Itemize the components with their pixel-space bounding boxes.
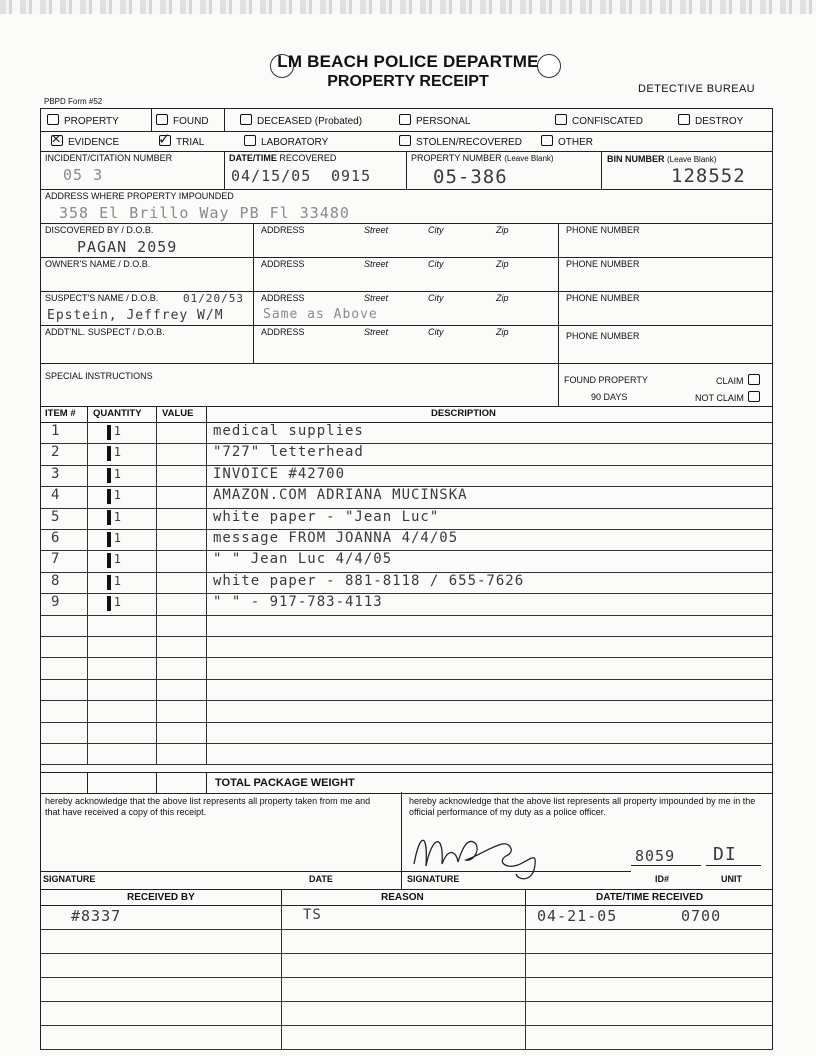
item-number[interactable]: 7	[51, 551, 61, 568]
item-number[interactable]: 5	[51, 508, 61, 525]
suspect-address-value[interactable]: Same as Above	[263, 307, 378, 322]
item-quantity[interactable]: 1	[107, 510, 122, 526]
department-title: LM BEACH POLICE DEPARTME	[277, 52, 539, 71]
property-number-label: PROPERTY NUMBER (Leave Blank)	[411, 153, 554, 163]
received-header-row: RECEIVED BY REASON DATE/TIME RECEIVED	[41, 889, 772, 906]
checkbox-found[interactable]: FOUND	[156, 114, 209, 127]
received-row	[41, 1001, 772, 1026]
item-row	[41, 679, 772, 701]
item-description[interactable]: medical supplies	[213, 423, 364, 439]
item-row	[41, 615, 772, 637]
item-quantity[interactable]: 1	[107, 574, 122, 590]
bureau-label: DETECTIVE BUREAU	[638, 83, 756, 95]
redaction-mark	[107, 425, 111, 440]
item-description[interactable]: white paper - "Jean Luc"	[213, 508, 440, 525]
party-row-suspect: SUSPECT'S NAME / D.O.B. 01/20/53 Epstein, Jeffrey W/M ADDRESS Street City Zip Same as Above PHONE NUMBER	[41, 291, 772, 326]
checkbox-personal[interactable]: PERSONAL	[399, 114, 470, 127]
ack-left-text: hereby acknowledge that the above list represents all property taken from me and that have received a copy of this receipt.	[45, 796, 371, 817]
item-row	[41, 465, 772, 487]
checkbox-trial[interactable]: ✓ TRIAL	[159, 135, 204, 148]
item-row	[41, 743, 772, 765]
bin-number-label: BIN NUMBER (Leave Blank)	[607, 154, 717, 164]
form-number: PBPD Form #52	[44, 97, 103, 106]
reason-value[interactable]: TS	[303, 907, 322, 923]
address-impounded-label: ADDRESS WHERE PROPERTY IMPOUNDED	[45, 191, 234, 201]
special-instructions-label: SPECIAL INSTRUCTIONS	[45, 371, 153, 381]
checkbox-icon	[240, 114, 252, 125]
item-row	[41, 443, 772, 465]
received-row	[41, 953, 772, 978]
items-header-row: ITEM # QUANTITY VALUE DESCRIPTION	[41, 406, 772, 423]
bin-number-value[interactable]: 128552	[671, 165, 746, 187]
item-description[interactable]: "727" letterhead	[213, 444, 364, 461]
party-row-additional-suspect: ADDT'NL. SUSPECT / D.O.B. ADDRESS Street City Zip PHONE NUMBER	[41, 325, 772, 364]
item-number[interactable]: 9	[51, 594, 61, 611]
checkbox-icon	[399, 135, 411, 146]
item-description[interactable]: " " Jean Luc 4/4/05	[213, 551, 393, 568]
suspect-dob-value[interactable]: 01/20/53	[183, 292, 244, 305]
item-quantity[interactable]: 1	[107, 595, 122, 611]
checkbox-icon	[678, 114, 690, 125]
item-number[interactable]: 8	[51, 572, 61, 589]
item-quantity[interactable]: 1	[107, 424, 122, 440]
checkbox-row-2	[41, 131, 772, 152]
redaction-mark	[107, 489, 111, 504]
item-quantity[interactable]: 1	[107, 531, 122, 547]
item-row	[41, 422, 772, 444]
checkbox-icon	[541, 135, 553, 146]
item-number[interactable]: 6	[51, 530, 61, 546]
item-description[interactable]: " " - 917-783-4113	[213, 594, 383, 611]
address-impounded-row	[41, 189, 772, 224]
checkbox-checked-icon	[159, 135, 171, 146]
date-received-value[interactable]: 04-21-05	[537, 907, 618, 925]
discovered-by-value[interactable]: PAGAN 2059	[77, 238, 178, 256]
checkbox-icon	[47, 114, 59, 125]
checkbox-property[interactable]: PROPERTY	[47, 114, 119, 127]
total-weight-label: TOTAL PACKAGE WEIGHT	[215, 777, 355, 789]
item-description[interactable]: INVOICE #42700	[213, 465, 346, 482]
checkbox-icon	[156, 114, 168, 125]
suspect-name-value[interactable]: Epstein, Jeffrey W/M	[47, 308, 224, 323]
checkbox-icon	[748, 391, 760, 402]
received-by-value[interactable]: #8337	[71, 907, 122, 925]
item-quantity[interactable]: 1	[107, 552, 122, 568]
item-quantity[interactable]: 1	[107, 445, 122, 461]
checkbox-confiscated[interactable]: CONFISCATED	[555, 114, 643, 127]
incident-label: INCIDENT/CITATION NUMBER	[45, 153, 173, 163]
received-row	[41, 905, 772, 930]
incident-value[interactable]: 05 3	[63, 166, 104, 184]
time-received-value[interactable]: 0700	[681, 907, 722, 925]
item-row	[41, 593, 772, 615]
item-row	[41, 572, 772, 594]
checkbox-icon	[244, 135, 256, 146]
redaction-mark	[107, 532, 111, 547]
checkbox-checked-icon	[51, 135, 63, 146]
checkbox-laboratory[interactable]: LABORATORY	[244, 135, 328, 148]
form-title: PROPERTY RECEIPT	[327, 73, 489, 90]
incident-row	[41, 151, 772, 190]
item-row	[41, 636, 772, 658]
item-number[interactable]: 3	[51, 465, 61, 482]
received-row	[41, 1025, 772, 1050]
item-row	[41, 550, 772, 572]
acknowledgement-row: hereby acknowledge that the above list represents all property taken from me and that have received a copy of this receipt. hereby acknowledge that the above list represents all property impounded by me in the official performance of my duty as a police officer. SIGNATURE DATE SIGNATURE 8059 ID# DI UNIT	[41, 792, 772, 890]
property-number-value[interactable]: 05-386	[433, 166, 508, 188]
item-description[interactable]: white paper - 881-8118 / 655-7626	[213, 572, 525, 589]
item-row	[41, 657, 772, 679]
checkbox-evidence[interactable]: ✕EVIDENCE	[51, 135, 119, 148]
item-number[interactable]: 2	[51, 444, 61, 461]
redaction-mark	[107, 553, 111, 568]
checkbox-destroy[interactable]: DESTROY	[678, 114, 743, 127]
total-weight-row	[41, 772, 772, 794]
date-recovered-label: DATE/TIME RECOVERED	[229, 153, 337, 163]
date-recovered-value[interactable]: 04/15/05	[231, 167, 312, 185]
item-description[interactable]: message FROM JOANNA 4/4/05	[213, 530, 459, 546]
scan-artifact	[0, 0, 816, 14]
time-recovered-value[interactable]: 0915	[331, 167, 372, 185]
item-row	[41, 722, 772, 744]
checkbox-stolen[interactable]: STOLEN/RECOVERED	[399, 135, 522, 148]
redaction-mark	[107, 575, 111, 590]
party-row-owner: OWNER'S NAME / D.O.B. ADDRESS Street City Zip PHONE NUMBER	[41, 257, 772, 292]
property-receipt-form	[40, 108, 773, 1050]
ack-right-text: hereby acknowledge that the above list represents all property impounded by me in the official performance of my duty as a police officer.	[409, 796, 756, 817]
address-impounded-value[interactable]: 358 El Brillo Way PB Fl 33480	[59, 204, 350, 222]
redaction-mark	[107, 596, 111, 611]
received-row	[41, 977, 772, 1002]
checkbox-other[interactable]: OTHER	[541, 135, 593, 148]
checkbox-icon	[399, 114, 411, 125]
item-quantity[interactable]: 1	[107, 488, 122, 504]
party-row-discovered: DISCOVERED BY / D.O.B. PAGAN 2059 ADDRESS Street City Zip PHONE NUMBER	[41, 223, 772, 258]
item-description[interactable]: AMAZON.COM ADRIANA MUCINSKA	[213, 487, 468, 504]
not-claim-checkbox[interactable]: NOT CLAIM	[695, 391, 760, 403]
item-row	[41, 529, 772, 551]
claim-checkbox[interactable]: CLAIM	[716, 374, 760, 386]
item-number[interactable]: 4	[51, 487, 61, 504]
checkbox-row-1	[41, 109, 772, 132]
item-row	[41, 700, 772, 722]
officer-unit-value[interactable]: DI	[713, 844, 737, 865]
item-number[interactable]: 1	[51, 423, 61, 439]
special-instructions-row: SPECIAL INSTRUCTIONS FOUND PROPERTY 90 DAYS CLAIM NOT CLAIM	[41, 363, 772, 407]
checkbox-deceased[interactable]: DECEASED (Probated)	[240, 114, 362, 127]
item-quantity[interactable]: 1	[107, 467, 122, 483]
officer-id-value[interactable]: 8059	[635, 847, 676, 865]
item-row	[41, 486, 772, 508]
redaction-mark	[107, 510, 111, 525]
item-row	[41, 508, 772, 530]
received-row	[41, 929, 772, 954]
redaction-mark	[107, 446, 111, 461]
checkbox-icon	[748, 374, 760, 385]
checkbox-icon	[555, 114, 567, 125]
redaction-mark	[107, 468, 111, 483]
